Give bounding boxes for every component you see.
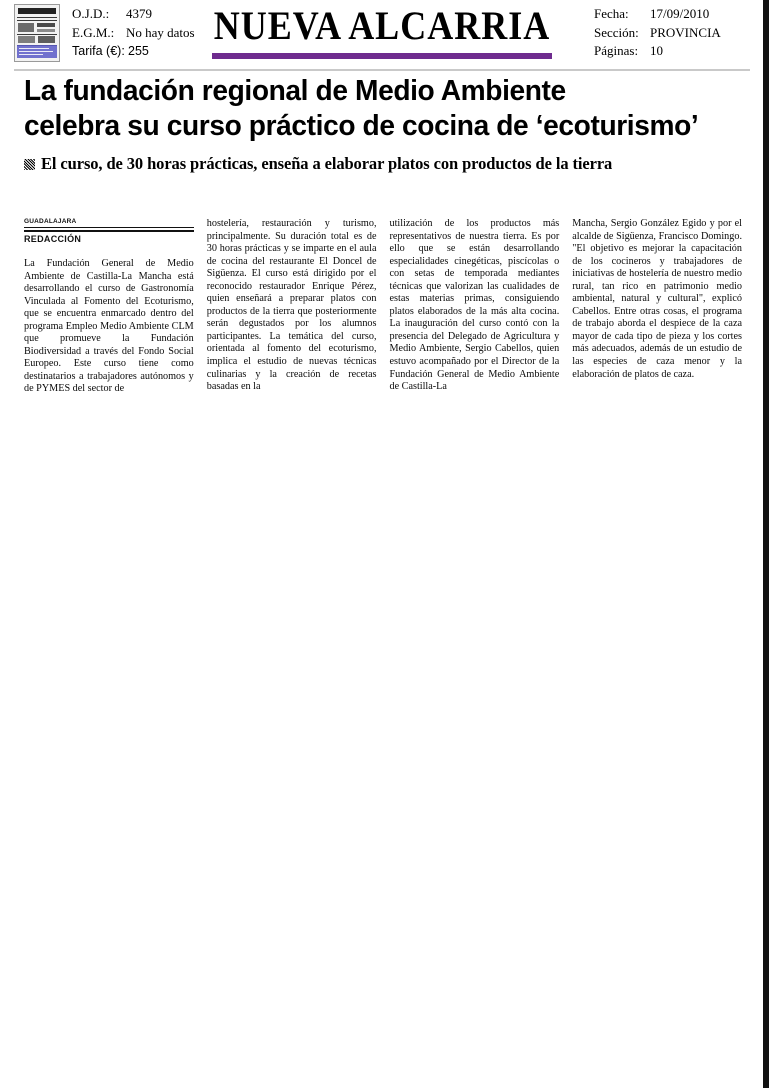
- meta-egm-value: No hay datos: [126, 24, 195, 40]
- meta-ojd-label: O.J.D.:: [72, 6, 110, 21]
- square-bullet-icon: [24, 159, 35, 170]
- header-separator: [14, 69, 750, 71]
- article-paragraph: Mancha, Sergio González Egido y por el alcalde de Sigüenza, Francisco Domingo. "El objetivo es mejorar la capacitación de los cocineros y trabajadores de iniciativas de hostelería de nuestro medio rural, tan rico en patrimonio medio ambiental, natural y cultural", explicó Cabellos. Entre otras cosas, el programa de trabajo aborda el despiece de la caza mayor de cada tipo de pieza y los cortes más adecuados, además de un estudio de las especies de caza menor y la elaboración de platos de caza.: [572, 218, 742, 380]
- clipping-header: [0, 0, 769, 62]
- article-column-3: [390, 218, 560, 396]
- subheadline-text: El curso, de 30 horas prácticas, enseña a elaborar platos con productos de la tierra: [41, 154, 613, 173]
- meta-paginas: [594, 42, 721, 61]
- article-paragraph: hostelería, restauración y turismo, principalmente. Su duración total es de 30 horas prácticas y se imparte en el aula de cocina del restaurante El Doncel de Sigüenza. El curso está dirigido por el reconocido restaurador Enrique Pérez, quien enseñará a preparar platos con productos de la tierra que posteriormente serán degustados por los alumnos participantes. La temática del curso, orientada al fomento del ecoturismo, implica el estudio de nuevas técnicas culinarias y la creación de recetas basadas en la: [206, 218, 377, 393]
- meta-ojd: [72, 5, 195, 24]
- masthead-rule: [212, 53, 552, 59]
- byline-rule-thick: [24, 230, 194, 232]
- meta-tarifa-value: 255: [128, 44, 149, 58]
- meta-egm: [72, 24, 195, 43]
- clipping-meta-left: [72, 5, 195, 61]
- meta-seccion-label: Sección:: [594, 24, 639, 40]
- meta-seccion: [594, 24, 721, 43]
- masthead: [212, 2, 552, 59]
- article-paragraph: La Fundación General de Medio Ambiente de Castilla-La Mancha está desarrollando el curso de Gastronomía Vinculada al Fomento del Ecoturismo, que se encuentra enmarcado dentro del programa Empleo Medio Ambiente CLM que promueve la Fundación Biodiversidad a través del Fondo Social Europeo. Este curso tiene como destinatarios a trabajadores autónomos y de PYMES del sector de: [24, 258, 194, 395]
- headline-line-2: celebra su curso práctico de cocina de ‘ecoturismo’: [24, 110, 699, 142]
- article-body-columns: [24, 218, 742, 396]
- byline-author: REDACCIÓN: [24, 234, 82, 244]
- meta-fecha-label: Fecha:: [594, 6, 629, 21]
- meta-fecha: [594, 5, 721, 24]
- article-paragraph: utilización de los productos más representativos de nuestra tierra. Es por ello que se están desarrollando especialidades cinegéticas, piscícolas o con setas de temporada mediantes técnicas que valorizan las cualidades de estas materias primas, consiguiendo platos elaborados de la más alta cocina. La inauguración del curso contó con la presencia del Delegado de Agricultura y Medio Ambiente, Sergio Cabellos, quien estuvo acompañado por el Director de la Fundación General de Medio Ambiente de Castilla-La: [389, 218, 560, 393]
- meta-paginas-label: Páginas:: [594, 43, 639, 58]
- meta-tarifa-label: Tarifa (€):: [72, 44, 125, 58]
- newspaper-page-thumbnail-icon: [14, 4, 60, 62]
- clipping-meta-right: [594, 5, 721, 61]
- masthead-name: NUEVA ALCARRIA: [213, 3, 551, 48]
- byline-locality: GUADALAJARA: [24, 218, 77, 225]
- byline: [24, 218, 194, 245]
- thumbnail-highlight-block: [17, 45, 57, 58]
- meta-paginas-value: 10: [650, 43, 663, 58]
- article-subheadline: [24, 154, 753, 174]
- article-column-2: [207, 218, 377, 396]
- headline-line-1: La fundación regional de Medio Ambiente: [24, 75, 566, 107]
- article: [0, 74, 769, 174]
- article-headline: [24, 74, 753, 144]
- byline-rule-thin: [24, 227, 194, 228]
- meta-seccion-value: PROVINCIA: [650, 24, 721, 40]
- article-column-4: [572, 218, 742, 396]
- meta-ojd-value: 4379: [126, 6, 152, 21]
- meta-tarifa: [72, 42, 195, 61]
- meta-fecha-value: 17/09/2010: [650, 6, 710, 21]
- article-column-1: [24, 218, 194, 396]
- meta-egm-label: E.G.M.:: [72, 24, 115, 40]
